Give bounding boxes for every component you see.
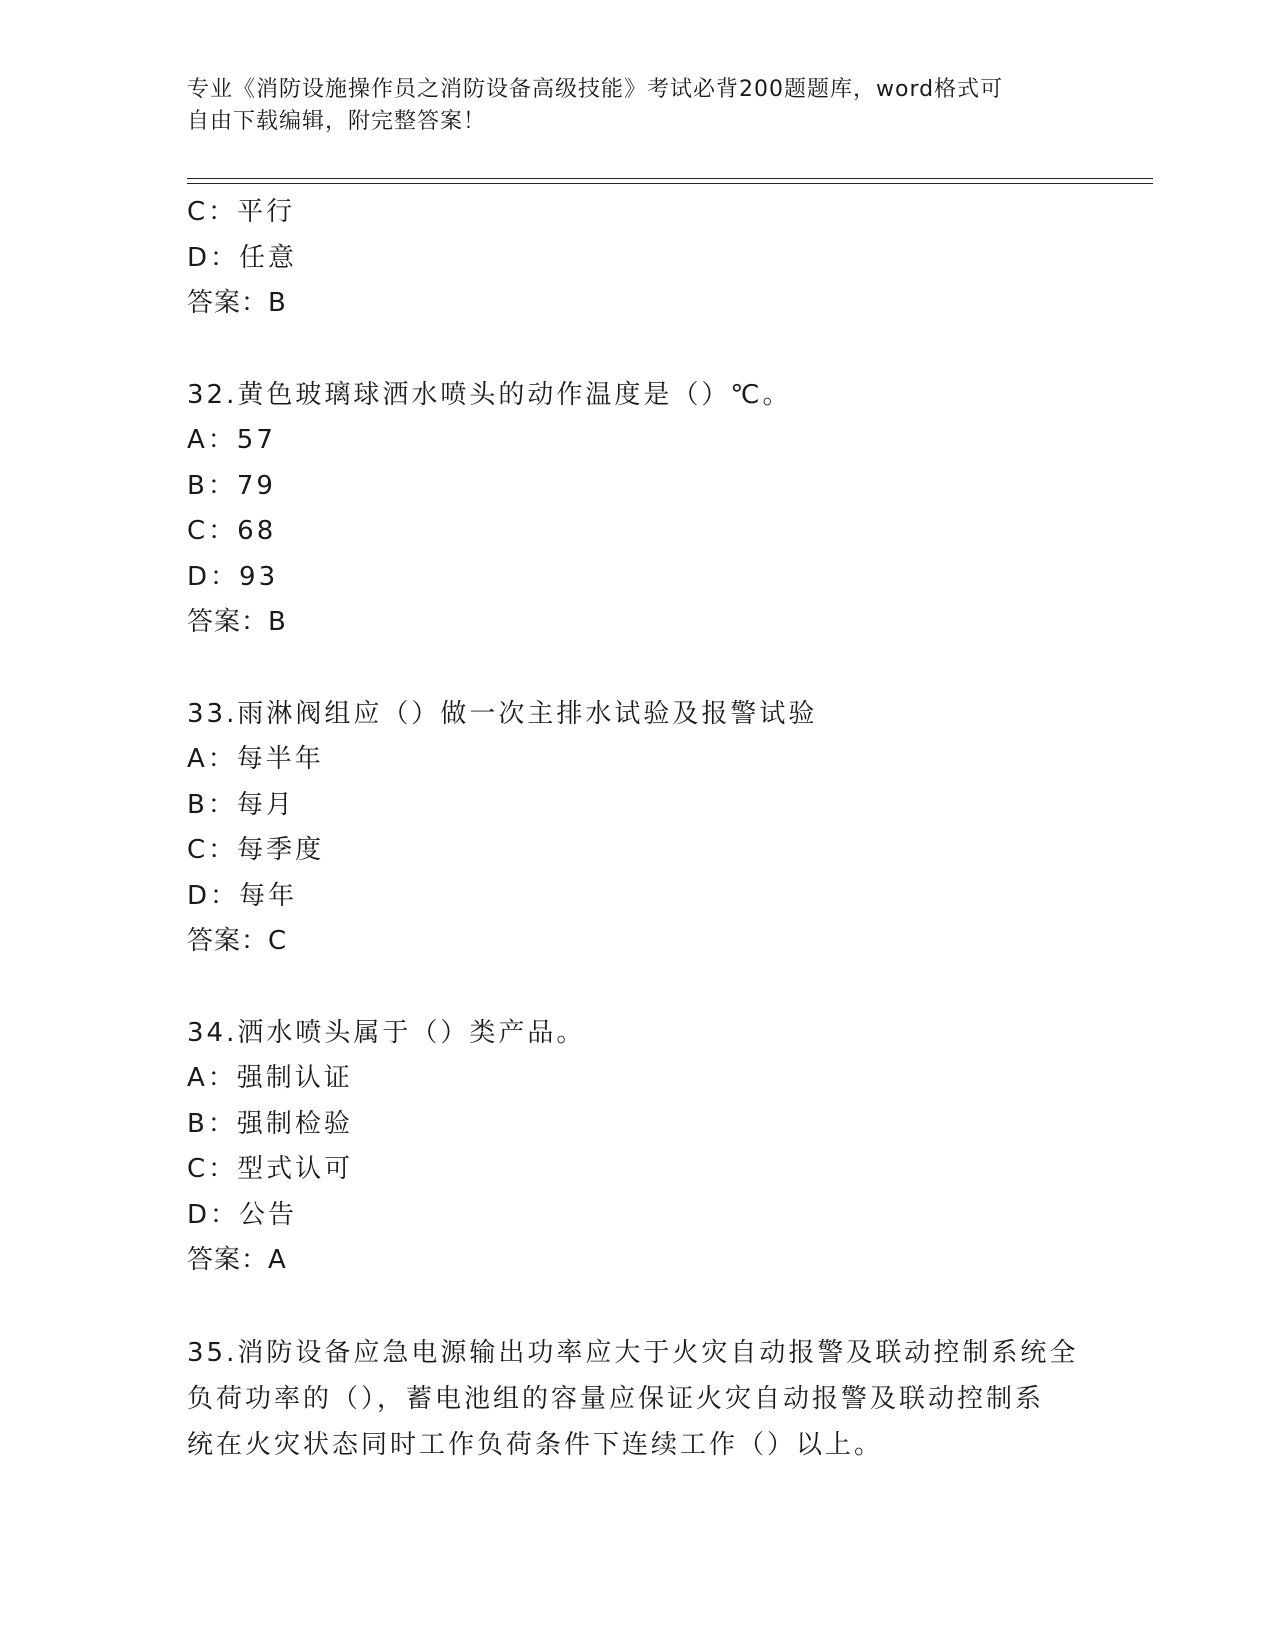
spacer bbox=[187, 646, 1107, 692]
option-a: A：强制认证 bbox=[187, 1063, 353, 1093]
question-33 bbox=[187, 692, 1107, 965]
question-stem-line-2: 负荷功率的（），蓄电池组的容量应保证火灾自动报警及联动控制系 bbox=[187, 1383, 1045, 1414]
header-divider-bottom bbox=[187, 183, 1153, 184]
question-35 bbox=[187, 1330, 1107, 1468]
question-stem-line-3: 统在火灾状态同时工作负荷条件下连续工作（）以上。 bbox=[187, 1429, 884, 1460]
option-d: D：任意 bbox=[187, 242, 298, 273]
header-title-line-1: 专业《消防设施操作员之消防设备高级技能》考试必背200题题库，word格式可 bbox=[187, 77, 1004, 102]
option-c: C：68 bbox=[187, 516, 277, 546]
option-d: D：每年 bbox=[187, 880, 298, 911]
answer: 答案：A bbox=[187, 1245, 287, 1275]
answer: 答案：B bbox=[187, 288, 287, 318]
question-31-tail bbox=[187, 190, 1107, 327]
option-d: D：公告 bbox=[187, 1199, 298, 1230]
question-stem: 33.雨淋阀组应（）做一次主排水试验及报警试验 bbox=[187, 698, 818, 729]
option-c: C：型式认可 bbox=[187, 1154, 354, 1184]
header-title-line-2: 自由下载编辑，附完整答案！ bbox=[187, 109, 487, 134]
question-stem: 34.洒水喷头属于（）类产品。 bbox=[187, 1017, 586, 1048]
option-a: A：57 bbox=[187, 425, 276, 455]
option-c: C：平行 bbox=[187, 197, 296, 227]
option-d: D：93 bbox=[187, 561, 279, 592]
option-c: C：每季度 bbox=[187, 835, 325, 865]
page-header bbox=[187, 74, 1087, 138]
option-b: B：强制检验 bbox=[187, 1108, 353, 1139]
question-32 bbox=[187, 373, 1107, 646]
spacer bbox=[187, 965, 1107, 1011]
question-list bbox=[187, 190, 1107, 1468]
question-34 bbox=[187, 1011, 1107, 1284]
answer: 答案：B bbox=[187, 607, 287, 637]
spacer bbox=[187, 327, 1107, 373]
option-b: B：79 bbox=[187, 470, 276, 501]
answer: 答案：C bbox=[187, 926, 288, 956]
option-a: A：每半年 bbox=[187, 744, 324, 774]
header-divider-top bbox=[187, 178, 1153, 179]
question-stem: 32.黄色玻璃球洒水喷头的动作温度是（）℃。 bbox=[187, 379, 792, 410]
option-b: B：每月 bbox=[187, 789, 295, 820]
spacer bbox=[187, 1284, 1107, 1330]
question-stem-line-1: 35.消防设备应急电源输出功率应大于火灾自动报警及联动控制系统全 bbox=[187, 1337, 1079, 1368]
